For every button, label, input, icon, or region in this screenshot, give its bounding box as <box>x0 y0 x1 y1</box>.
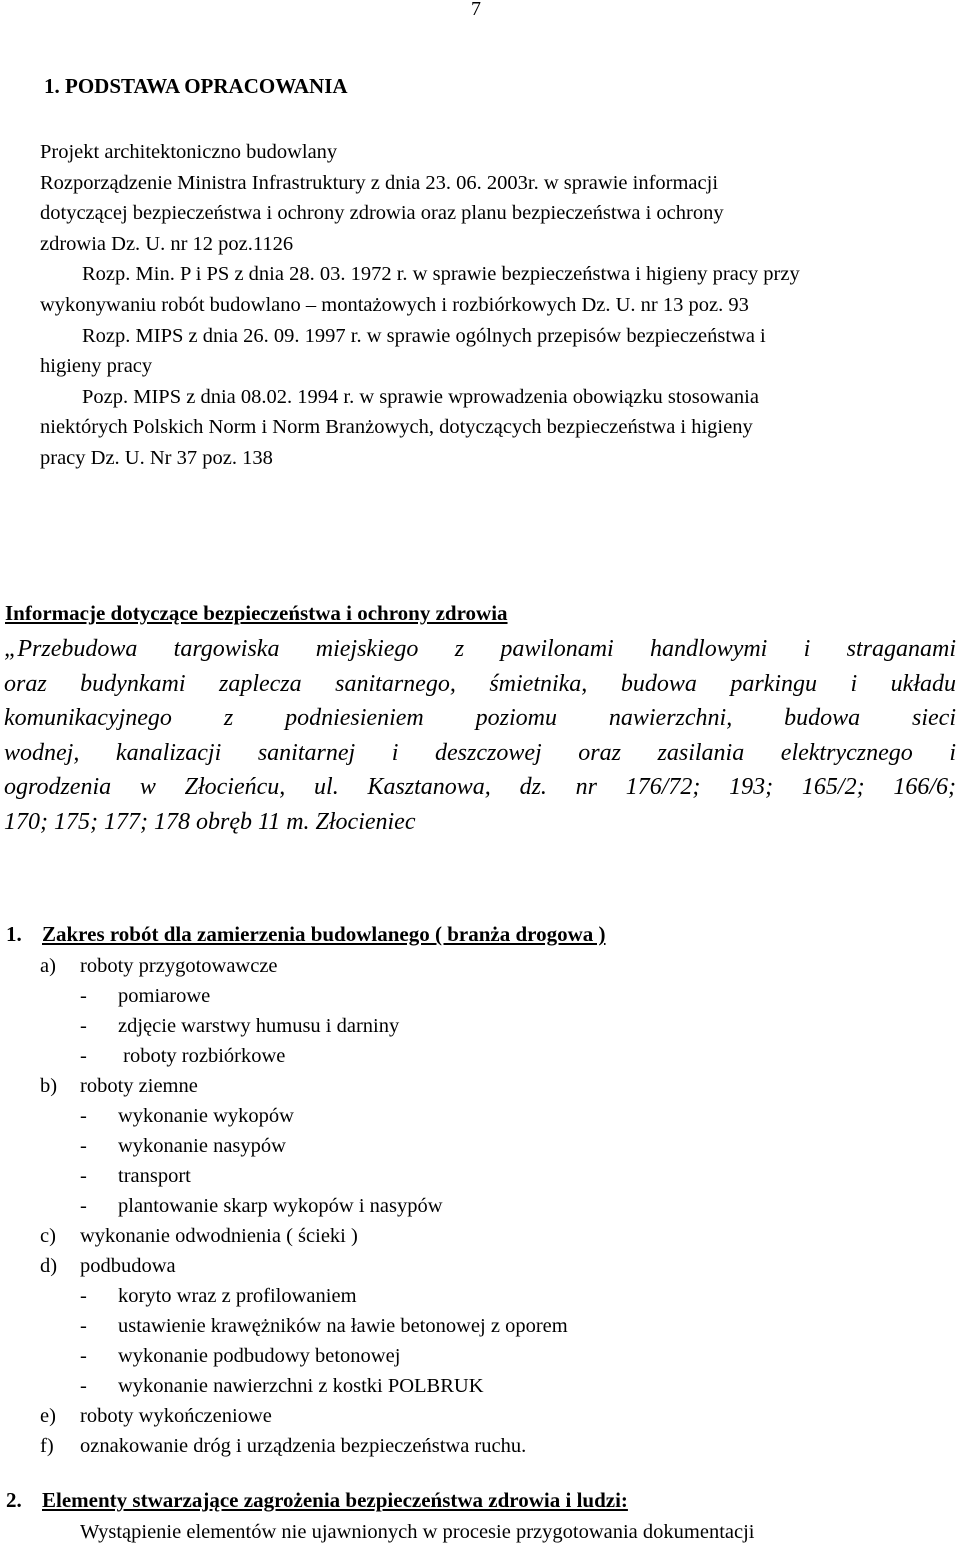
bullet-dash: - <box>80 1135 87 1157</box>
source-line: zdrowia Dz. U. nr 12 poz.1126 <box>40 232 294 255</box>
section1-title: Zakres robót dla zamierzenia budowlanego ( branża drogowa ) <box>42 922 606 946</box>
source-line: Pozp. MIPS z dnia 08.02. 1994 r. w sprawie wprowadzenia obowiązku stosowania <box>82 385 759 408</box>
scope-subitem-label: pomiarowe <box>118 985 211 1007</box>
scope-item <box>40 1071 568 1101</box>
page-number: 7 <box>471 0 481 20</box>
bullet-dash: - <box>80 1195 87 1217</box>
scope-subitem <box>40 1131 568 1161</box>
scope-subitem <box>40 1101 568 1131</box>
scope-subitem <box>40 1311 568 1341</box>
scope-item <box>40 1221 568 1251</box>
scope-item-key: c) <box>40 1225 56 1247</box>
scope-subitem <box>40 1011 568 1041</box>
scope-item-label: roboty ziemne <box>80 1075 198 1097</box>
scope-item-label: podbudowa <box>80 1255 176 1277</box>
source-line: niektórych Polskich Norm i Norm Branżowych, dotyczących bezpieczeństwa i higieny <box>40 416 753 439</box>
description-line: komunikacyjnego z podniesieniem poziomu nawierzchni, budowa sieci <box>4 705 956 732</box>
scope-item-key: e) <box>40 1405 56 1427</box>
info-title: Informacje dotyczące bezpieczeństwa i ochrony zdrowia <box>5 601 508 625</box>
scope-subitem-label: wykonanie wykopów <box>118 1105 294 1127</box>
scope-subitem-label: plantowanie skarp wykopów i nasypów <box>118 1195 443 1217</box>
source-line: Rozporządzenie Ministra Infrastruktury z dnia 23. 06. 2003r. w sprawie informacji <box>40 171 719 194</box>
bullet-dash: - <box>80 1285 87 1307</box>
scope-subitem-label: wykonanie podbudowy betonowej <box>118 1345 401 1367</box>
scope-subitem-label: ustawienie krawężników na ławie betonowej z oporem <box>118 1315 568 1337</box>
description-line: oraz budynkami zaplecza sanitarnego, śmietnika, budowa parkingu i układu <box>4 670 956 697</box>
scope-item-label: roboty wykończeniowe <box>80 1405 272 1427</box>
description-line: wodnej, kanalizacji sanitarnej i deszczowej oraz zasilania elektrycznego i <box>4 739 956 766</box>
bullet-dash: - <box>80 1315 87 1337</box>
scope-subitem-label: wykonanie nawierzchni z kostki POLBRUK <box>118 1375 484 1397</box>
scope-item-key: d) <box>40 1255 58 1277</box>
scope-list <box>40 951 568 1461</box>
scope-item <box>40 951 568 981</box>
scope-subitem <box>40 1161 568 1191</box>
section2-number: 2. <box>6 1488 22 1512</box>
bullet-dash: - <box>80 1345 87 1367</box>
scope-subitem <box>40 1191 568 1221</box>
source-line: wykonywaniu robót budowlano – montażowych i rozbiórkowych Dz. U. nr 13 poz. 93 <box>40 293 749 316</box>
description-line: 170; 175; 177; 178 obręb 11 m. Złocieniec <box>4 808 416 835</box>
scope-subitem-label: roboty rozbiórkowe <box>118 1045 286 1067</box>
bullet-dash: - <box>80 1375 87 1397</box>
scope-item-key: f) <box>40 1435 54 1457</box>
scope-item-label: wykonanie odwodnienia ( ścieki ) <box>80 1225 358 1247</box>
scope-subitem <box>40 1041 568 1071</box>
scope-item-key: a) <box>40 955 56 977</box>
scope-subitem <box>40 1281 568 1311</box>
source-line: dotyczącej bezpieczeństwa i ochrony zdrowia oraz planu bezpieczeństwa i ochrony <box>40 202 724 225</box>
bullet-dash: - <box>80 1045 87 1067</box>
bullet-dash: - <box>80 1105 87 1127</box>
scope-subitem <box>40 1341 568 1371</box>
scope-item <box>40 1401 568 1431</box>
scope-subitem-label: wykonanie nasypów <box>118 1135 286 1157</box>
sources-list <box>40 137 955 474</box>
bullet-dash: - <box>80 1015 87 1037</box>
scope-item <box>40 1431 568 1461</box>
scope-subitem <box>40 981 568 1011</box>
scope-item-label: oznakowanie dróg i urządzenia bezpieczeństwa ruchu. <box>80 1435 527 1457</box>
section2-text: Wystąpienie elementów nie ujawnionych w procesie przygotowania dokumentacji <box>80 1521 755 1543</box>
section2-title: Elementy stwarzające zagrożenia bezpieczeństwa zdrowia i ludzi: <box>42 1488 628 1512</box>
scope-item <box>40 1251 568 1281</box>
source-line: Projekt architektoniczno budowlany <box>40 141 338 163</box>
scope-subitem <box>40 1371 568 1401</box>
description-line: „Przebudowa targowiska miejskiego z pawilonami handlowymi i straganami <box>4 636 956 662</box>
description-line: ogrodzenia w Złocieńcu, ul. Kasztanowa, dz. nr 176/72; 193; 165/2; 166/6; <box>4 774 956 801</box>
source-line: Rozp. Min. P i PS z dnia 28. 03. 1972 r. w sprawie bezpieczeństwa i higieny pracy przy <box>82 263 800 286</box>
section1-heading <box>6 922 606 947</box>
scope-subitem-label: transport <box>118 1165 191 1187</box>
scope-subitem-label: koryto wraz z profilowaniem <box>118 1285 357 1307</box>
section1-number: 1. <box>6 922 22 946</box>
section2-heading <box>6 1488 628 1513</box>
section-heading-podstawa: 1. PODSTAWA OPRACOWANIA <box>44 74 348 98</box>
scope-item-label: roboty przygotowawcze <box>80 955 278 977</box>
scope-item-key: b) <box>40 1075 58 1097</box>
source-line: Rozp. MIPS z dnia 26. 09. 1997 r. w sprawie ogólnych przepisów bezpieczeństwa i <box>82 324 766 347</box>
project-description <box>4 632 956 840</box>
bullet-dash: - <box>80 1165 87 1187</box>
source-line: pracy Dz. U. Nr 37 poz. 138 <box>40 446 273 469</box>
scope-subitem-label: zdjęcie warstwy humusu i darniny <box>118 1015 400 1037</box>
source-line: higieny pracy <box>40 355 153 378</box>
bullet-dash: - <box>80 985 87 1007</box>
